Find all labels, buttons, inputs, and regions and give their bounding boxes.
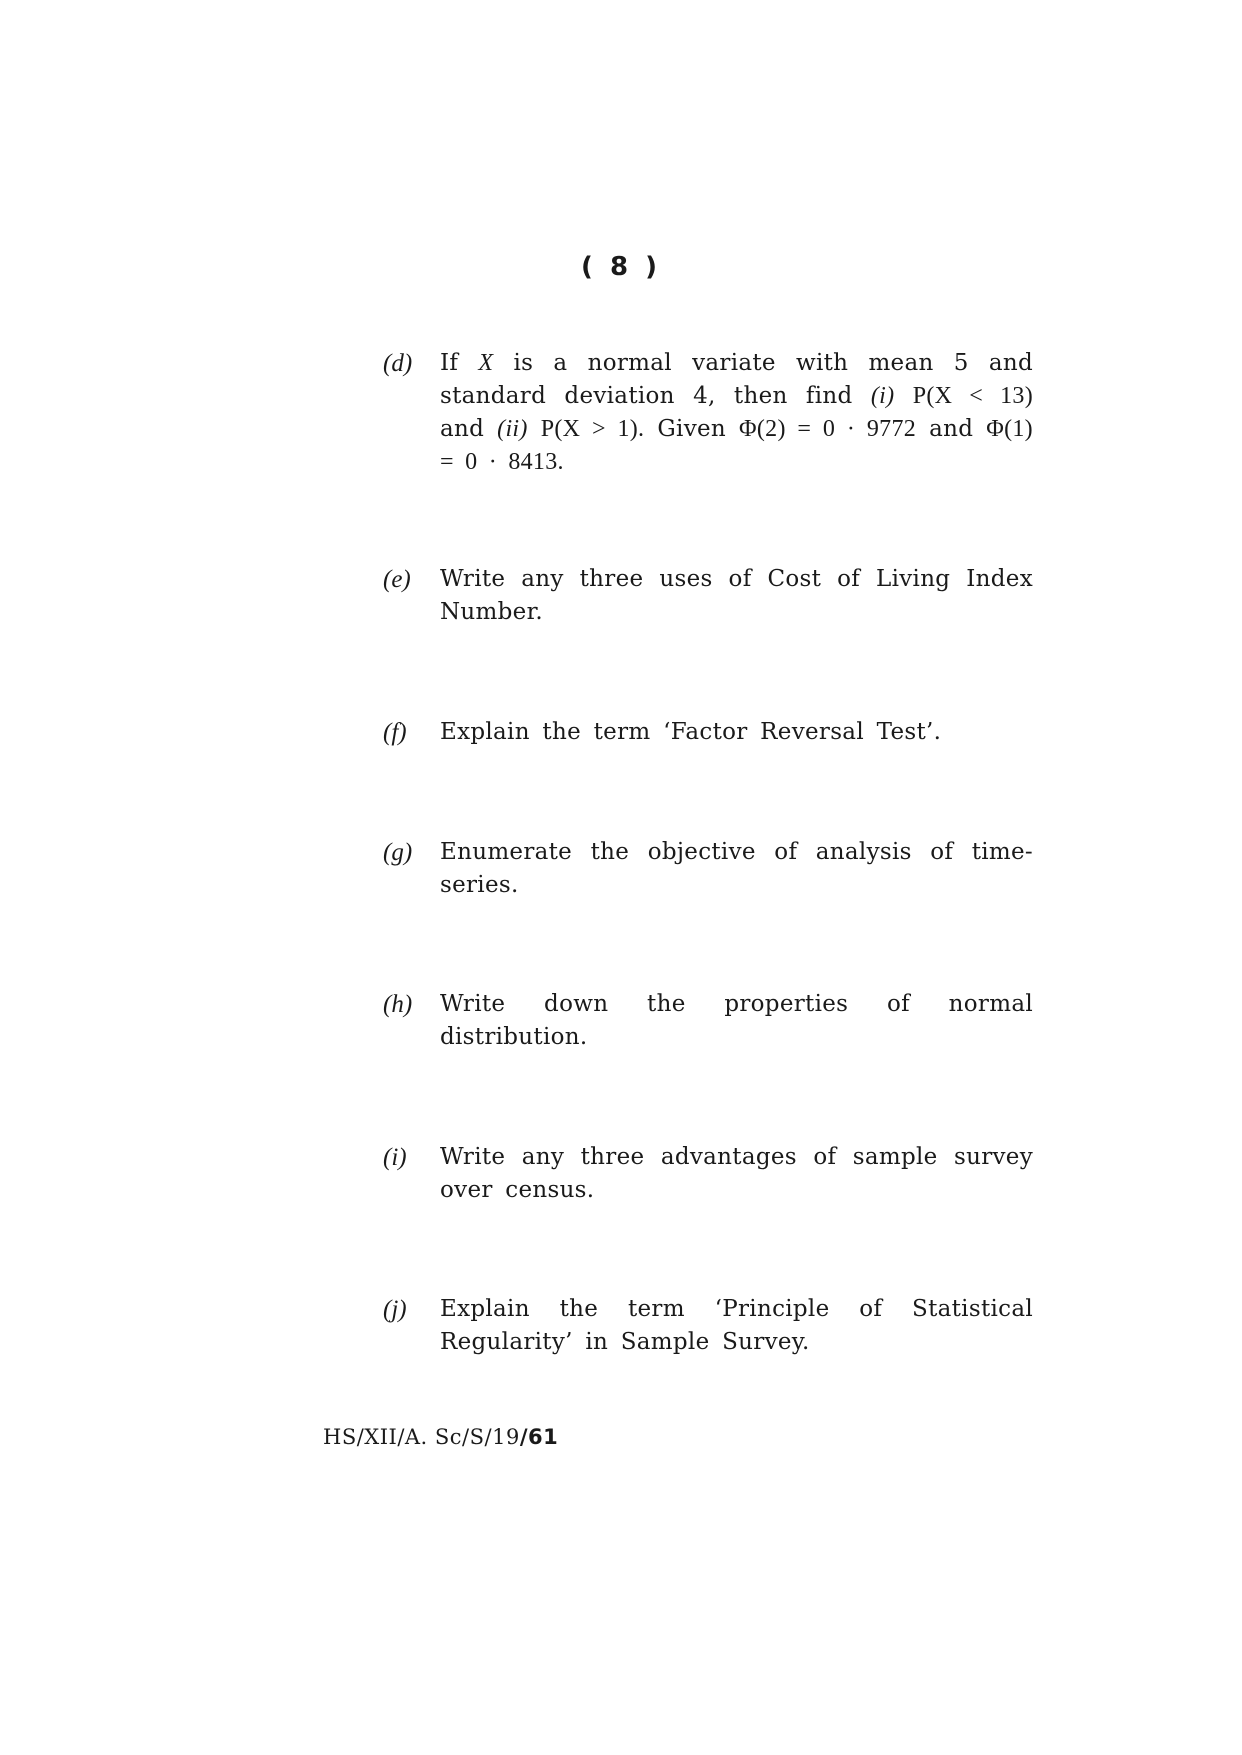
math-expression: P(X < 13) <box>912 383 1033 409</box>
question-label: (i) <box>383 1144 407 1171</box>
math-expression: P(X > 1). <box>540 416 645 442</box>
text-segment: is a normal variate with mean 5 and standard deviation 4, then find <box>440 350 1033 409</box>
question-label: (e) <box>383 566 411 593</box>
question-label: (j) <box>383 1296 407 1323</box>
question-text <box>440 347 1033 479</box>
question-text: Write any three uses of Cost of Living Index Number. <box>440 566 1033 625</box>
question-label: (g) <box>383 839 413 866</box>
question-text: Explain the term ‘Principle of Statistical Regularity’ in Sample Survey. <box>440 1296 1033 1355</box>
variable-x: X <box>478 350 494 376</box>
part-label: (i) <box>870 383 895 409</box>
paper-code-number: /61 <box>519 1425 559 1449</box>
math-expression: Φ(1) = 0 · 8413. <box>440 416 1033 475</box>
question-text: Explain the term ‘Factor Reversal Test’. <box>440 719 942 745</box>
question-label: (d) <box>383 350 413 377</box>
math-expression: Φ(2) = 0 · 9772 <box>739 416 917 442</box>
question-label: (h) <box>383 991 413 1018</box>
text-segment: and <box>929 416 974 442</box>
part-label: (ii) <box>497 416 528 442</box>
question-text: Write any three advantages of sample survey over census. <box>440 1144 1033 1203</box>
text-segment: If <box>440 350 459 376</box>
question-label: (f) <box>383 719 407 746</box>
question-text: Write down the properties of normal distribution. <box>440 991 1033 1050</box>
question-text: Enumerate the objective of analysis of time-series. <box>440 839 1033 898</box>
page-number: ( 8 ) <box>581 252 661 282</box>
paper-code-footer <box>323 1425 558 1449</box>
text-segment: and <box>440 416 485 442</box>
text-segment: Given <box>657 416 727 442</box>
paper-code: HS/XII/A. Sc/S/19 <box>323 1425 520 1449</box>
